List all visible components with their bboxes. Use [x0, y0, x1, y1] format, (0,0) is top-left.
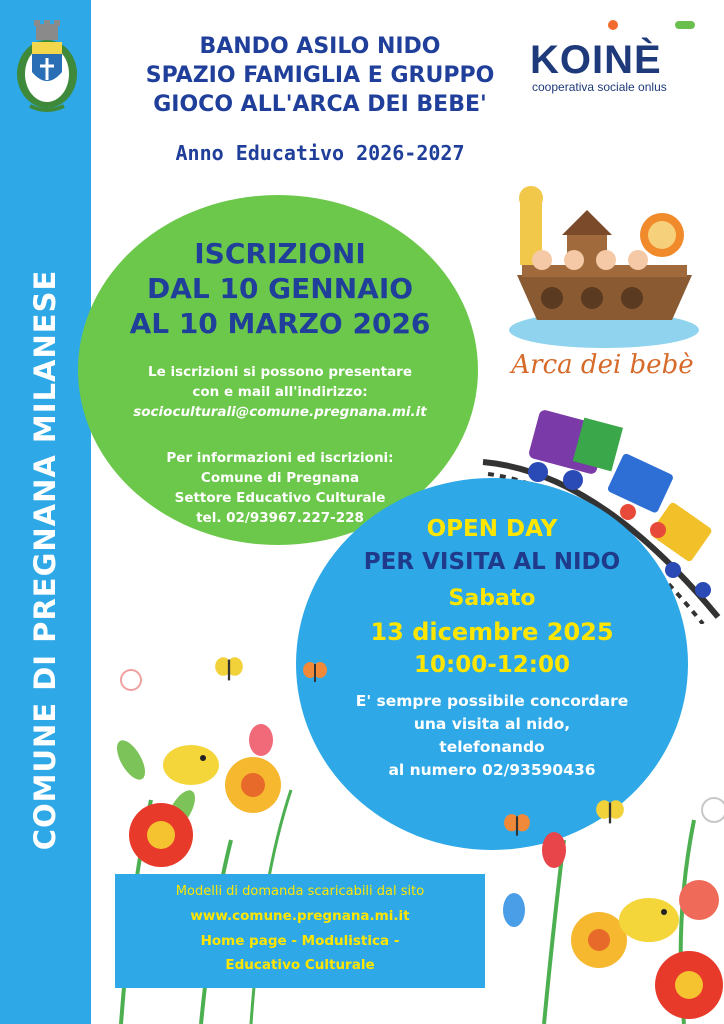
- navigation-path-2: Educativo Culturale: [225, 957, 375, 973]
- arca-label: Arca dei bebè: [511, 350, 694, 380]
- info-line-2: Comune di Pregnana: [200, 470, 360, 486]
- enrollment-text-1: Le iscrizioni si possono presentare: [148, 364, 412, 380]
- title-line-1: BANDO ASILO NIDO: [199, 34, 441, 59]
- download-info-box: [115, 874, 485, 988]
- open-day-subtitle: PER VISITA AL NIDO: [363, 549, 621, 575]
- enrollment-heading-1: ISCRIZIONI: [194, 237, 366, 270]
- butterfly-icon: [302, 660, 328, 686]
- open-day-time: 10:00-12:00: [414, 652, 570, 678]
- sidebar-municipality-name: COMUNE DI PREGNANA MILANESE: [28, 269, 62, 851]
- enrollment-instructions: [95, 362, 465, 422]
- note-line-2: una visita al nido,: [413, 715, 571, 733]
- school-year: Anno Educativo 2026-2027: [175, 141, 465, 165]
- note-line-4: al numero 02/93590436: [388, 761, 596, 779]
- info-line-3: Settore Educativo Culturale: [174, 490, 386, 506]
- info-line-1: Per informazioni ed iscrizioni:: [166, 450, 394, 466]
- title-line-2: SPAZIO FAMIGLIA E GRUPPO: [145, 63, 495, 88]
- open-day-weekday: Sabato: [448, 586, 536, 611]
- koine-logo: [530, 18, 705, 98]
- title-line-3: GIOCO ALL'ARCA DEI BEBE': [153, 92, 487, 117]
- logo-dot-orange: [608, 20, 618, 30]
- open-day-date: 13 dicembre 2025: [370, 618, 614, 646]
- note-line-3: telefonando: [439, 738, 545, 756]
- enrollment-heading: [95, 236, 465, 341]
- enrollment-heading-3: AL 10 MARZO 2026: [129, 307, 431, 340]
- page-title: [100, 32, 540, 119]
- logo-subtitle: cooperativa sociale onlus: [532, 80, 667, 94]
- open-day-title: OPEN DAY: [426, 516, 558, 542]
- enrollment-text-2: con e mail all'indirizzo:: [192, 384, 368, 400]
- navigation-path-1: Home page - Modulistica -: [200, 933, 400, 949]
- butterfly-icon: [212, 655, 246, 685]
- open-day-note: [300, 690, 684, 782]
- enrollment-heading-2: DAL 10 GENNAIO: [146, 272, 414, 305]
- logo-dash-green: [675, 21, 695, 29]
- note-line-1: E' sempre possibile concordare: [355, 692, 629, 710]
- enrollment-email-link[interactable]: socioculturali@comune.pregnana.mi.it: [133, 404, 427, 420]
- website-link[interactable]: www.comune.pregnana.mi.it: [190, 908, 410, 924]
- info-line-4: tel. 02/93967.227-228: [196, 510, 364, 526]
- crest-icon: [12, 14, 82, 118]
- logo-name: KOINÈ: [530, 38, 662, 82]
- butterfly-icon: [595, 798, 625, 828]
- download-info-text: Modelli di domanda scaricabili dal sito: [175, 884, 425, 899]
- butterfly-icon: [503, 812, 531, 840]
